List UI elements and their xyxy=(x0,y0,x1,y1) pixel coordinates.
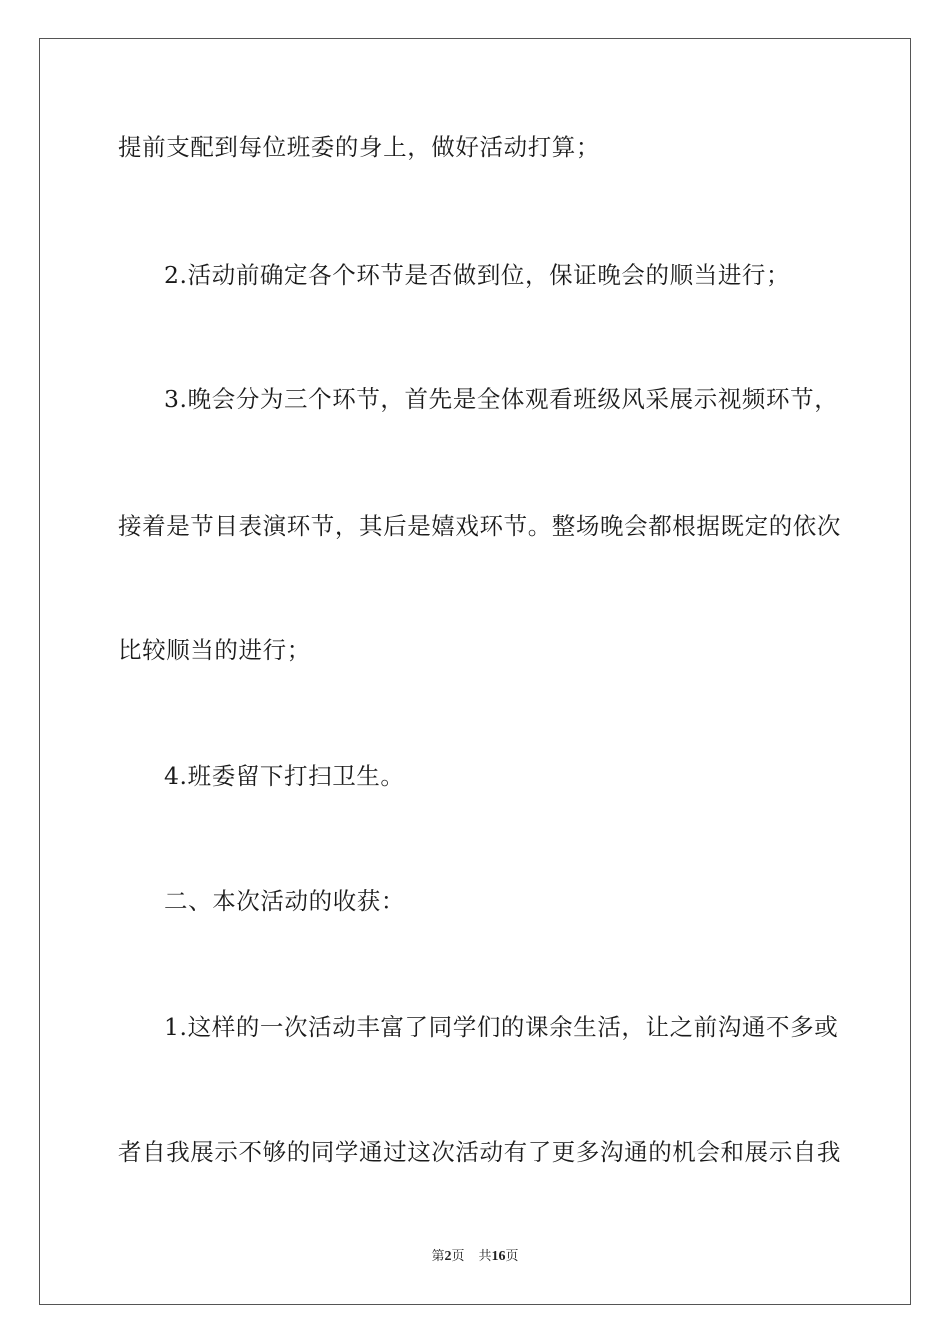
page-footer xyxy=(0,1248,950,1266)
text-line-5: 比较顺当的进行； xyxy=(118,636,311,664)
text-line-1: 提前支配到每位班委的身上，做好活动打算； xyxy=(118,133,600,161)
page-border xyxy=(39,38,911,1305)
page-suffix: 页 xyxy=(451,1249,465,1264)
section-heading: 二、本次活动的收获： xyxy=(164,887,405,915)
page-prefix: 第 xyxy=(431,1249,445,1264)
total-suffix: 页 xyxy=(505,1249,519,1264)
text-line-6: 4.班委留下打扫卫生。 xyxy=(164,762,405,790)
text-line-8: 1.这样的一次活动丰富了同学们的课余生活，让之前沟通不多或 xyxy=(164,1013,839,1041)
page-number: 2 xyxy=(444,1249,452,1264)
total-prefix: 共 xyxy=(478,1249,492,1264)
text-line-3: 3.晚会分为三个环节，首先是全体观看班级风采展示视频环节， xyxy=(164,385,839,413)
text-line-9: 者自我展示不够的同学通过这次活动有了更多沟通的机会和展示自我 xyxy=(118,1138,841,1166)
text-line-4: 接着是节目表演环节，其后是嬉戏环节。整场晚会都根据既定的依次 xyxy=(118,512,841,540)
total-pages: 16 xyxy=(491,1249,506,1264)
text-line-2: 2.活动前确定各个环节是否做到位，保证晚会的顺当进行； xyxy=(164,261,791,289)
